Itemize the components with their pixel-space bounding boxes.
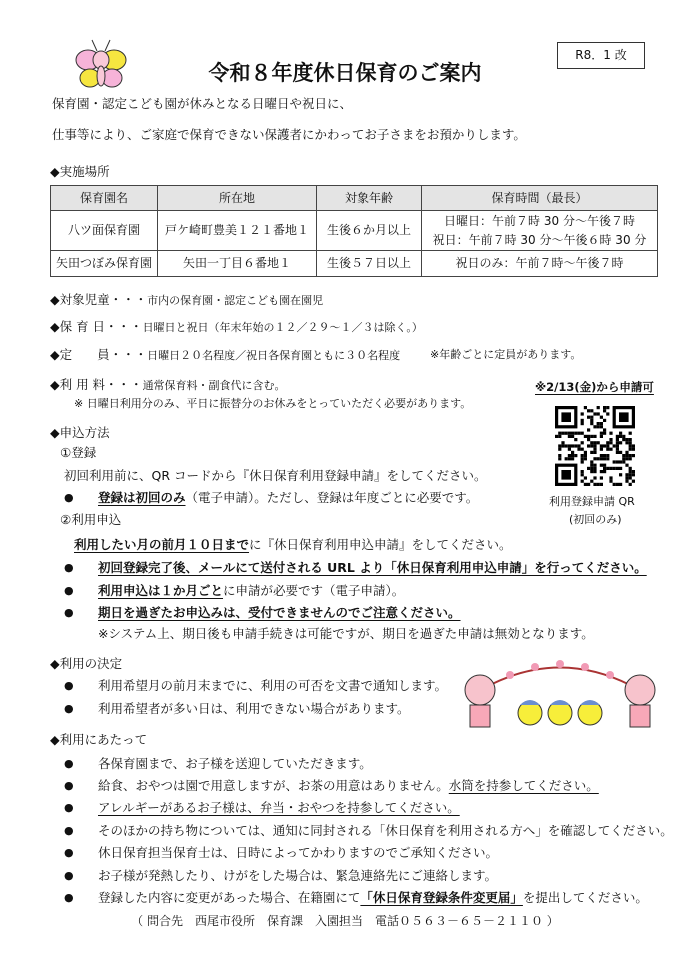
intro-line-1: 保育園・認定こども園が休みとなる日曜日や祝日に、 [52,96,353,111]
intro-line-2: 仕事等により、ご家庭で保育できない保護者にかわってお子さまをお預かりします。 [52,127,526,142]
col-header: 保育園名 [51,186,158,211]
cell-name: 矢田つぼみ保育園 [51,251,158,277]
step1-text: 初回利用前に、QR コードから『休日保育利用登録申請』をしてください。 [64,468,487,483]
step2-text [74,537,512,553]
notes-item [98,890,648,906]
text: （電子申請）。ただし、登録は年度ごとに必要です。 [185,490,479,505]
fee-text: 通常保育料・副食代に含む。 [142,379,286,392]
target-row [50,292,323,309]
fee-row [50,377,286,394]
days-text: 日曜日と祝日（年末年始の１２／２９～１／３は除く。） [142,321,423,334]
apply-heading: ◆申込方法 [50,425,110,440]
bold-text: 登録は初回のみ [98,490,186,505]
capacity-note: ※年齢ごとに定員があります。 [430,348,582,361]
cell-address: 戸ケ崎町豊美１２１番地１ [158,211,317,251]
step1-bullet [98,490,478,506]
cell-address: 矢田一丁目６番地１ [158,251,317,277]
notes-heading: ◆利用にあたって [50,732,148,747]
days-label: ◆保 育 日・・・ [50,319,143,334]
step2-bullet-2 [98,583,404,599]
qr-code-icon[interactable] [555,405,635,487]
capacity-label: ◆定 員・・・ [50,347,148,362]
notes-item [98,778,599,794]
step1-label: ①登録 [60,445,97,460]
table-row [51,211,658,251]
qr-notice: ※2/13(金)から申請可 [535,380,654,394]
bold-text: 「休日保育登録条件変更届」 [360,890,523,905]
text: 登録した内容に変更があった場合、在籍園にて [98,890,361,905]
notes-item: ● アレルギーがあるお子様は、弁当・おやつを持参してください。 [98,800,460,816]
venue-heading: ◆実施場所 [50,164,110,179]
col-header: 対象年齢 [317,186,422,211]
step2-bullet-1: ● 初回登録完了後、メールにて送付される URL より「休日保育利用申込申請」を行ってください。 [98,560,647,576]
contact-footer: （ 問合先 西尾市役所 保育課 入園担当 電話０５６３－６５－２１１０ ） [131,914,559,928]
col-header: 保育時間（最長） [422,186,658,211]
apply-note: ※システム上、期日後も申請手続きは可能ですが、期日を過ぎた申請は無効となります。 [98,626,594,641]
fee-label: ◆利 用 料・・・ [50,377,143,392]
bold-text: 利用したい月の前月１０日まで [74,537,250,552]
capacity-text: 日曜日２０名程度／祝日各保育園ともに３０名程度 [147,349,401,362]
hours-line: 祝日：午前７時 30 分～午後６時 30 分 [432,232,647,247]
text: を提出してください。 [522,890,648,905]
notes-item: ● 休日保育担当保育士は、日時によってかわりますのでご承知ください。 [98,845,498,861]
col-header: 所在地 [158,186,317,211]
cell-age: 生後６か月以上 [317,211,422,251]
cell-age: 生後５７日以上 [317,251,422,277]
fee-note: ※ 日曜日利用分のみ、平日に振替分のお休みをとっていただく必要があります。 [74,397,472,410]
qr-caption: 利用登録申請 QR [549,495,635,508]
decision-item: ● 利用希望者が多い日は、利用できない場合があります。 [98,701,410,717]
cell-hours: 祝日のみ：午前７時～午後７時 [422,251,658,277]
text: に『休日保育利用申込申請』をしてください。 [249,537,512,552]
notes-item: ● 各保育園まで、お子様を送迎していただきます。 [98,756,372,772]
venue-table [50,185,658,277]
text: 給食、おやつは園で用意しますが、お茶の用意はありません。 [98,778,449,793]
qr-caption-2: (初回のみ) [569,513,622,526]
decision-item: ● 利用希望月の前月末までに、利用の可否を文書で通知します。 [98,678,447,694]
revision-label: R8．1 改 [557,42,645,69]
step2-bullet-3: ● 期日を過ぎたお申込みは、受付できませんのでご注意ください。 [98,605,461,621]
page-title: 令和８年度休日保育のご案内 [208,61,482,85]
days-row [50,319,423,336]
bold-text: 利用申込は１か月ごと [98,583,224,598]
capacity-row [50,347,400,364]
children-illustration-icon [460,655,660,737]
decision-heading: ◆利用の決定 [50,656,123,671]
step2-label: ②利用申込 [60,512,122,527]
table-row [51,251,658,277]
target-label: ◆対象児童・・・ [50,292,148,307]
cell-name: 八ツ面保育園 [51,211,158,251]
target-text: 市内の保育園・認定こども園在園児 [147,294,324,307]
cell-hours [422,211,658,251]
notes-item: ● お子様が発熱したり、けがをした場合は、緊急連絡先にご連絡します。 [98,868,497,884]
notes-item: ● そのほかの持ち物については、通知に同封される「休日保育を利用される方へ」を確認してください。 [98,823,673,839]
underlined-text: 水筒を持参してください。 [448,778,599,793]
text: に申請が必要です（電子申請）。 [223,583,405,598]
hours-line: 日曜日：午前７時 30 分～午後７時 [444,213,635,228]
